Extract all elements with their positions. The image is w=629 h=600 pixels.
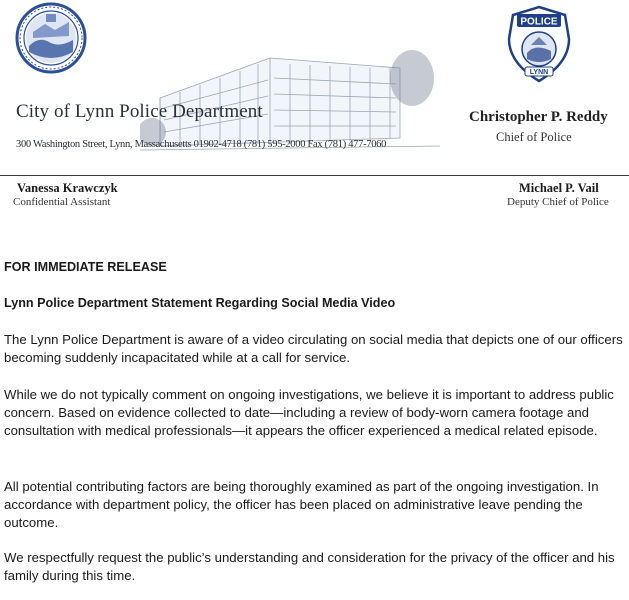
police-badge-icon <box>505 5 573 83</box>
department-name: City of Lynn Police Department <box>16 101 263 122</box>
release-headline: Lynn Police Department Statement Regarding Social Media Video <box>4 296 396 310</box>
chief-title: Chief of Police <box>496 130 572 144</box>
assistant-name: Vanessa Krawczyk <box>17 181 118 195</box>
header-divider <box>0 175 629 176</box>
badge-title: POLICE <box>520 16 558 28</box>
building-illustration <box>140 28 440 156</box>
paragraph-1: The Lynn Police Department is aware of a video circulating on social media that depicts one of our officers becoming suddenly incapacitated while at a call for service. <box>4 332 623 365</box>
paragraph-2: While we do not typically comment on ongoing investigations, we believe it is important to address public concern. Based on evidence collected to date—including a review of body-worn camera footage and consultation with medical professionals—it appears the officer experienced a medical related episode. <box>4 387 614 438</box>
chief-name: Christopher P. Reddy <box>469 109 608 125</box>
paragraph-4: We respectfully request the public’s understanding and consideration for the privacy of the officer and his family during this time. <box>4 550 615 583</box>
paragraph-3: All potential contributing factors are being thoroughly examined as part of the ongoing investigation. In accordance with department policy, the officer has been placed on administrative leave pending the outcome. <box>4 479 599 530</box>
release-label: FOR IMMEDIATE RELEASE <box>4 260 167 274</box>
assistant-title: Confidential Assistant <box>13 196 111 208</box>
badge-city: LYNN <box>529 69 549 76</box>
deputy-chief-title: Deputy Chief of Police <box>507 196 609 208</box>
department-address: 300 Washington Street, Lynn, Massachusetts 01902-4718 (781) 595-2000 Fax (781) 477-7060 <box>16 139 387 150</box>
deputy-chief-name: Michael P. Vail <box>519 181 599 195</box>
city-seal-icon <box>15 2 87 74</box>
